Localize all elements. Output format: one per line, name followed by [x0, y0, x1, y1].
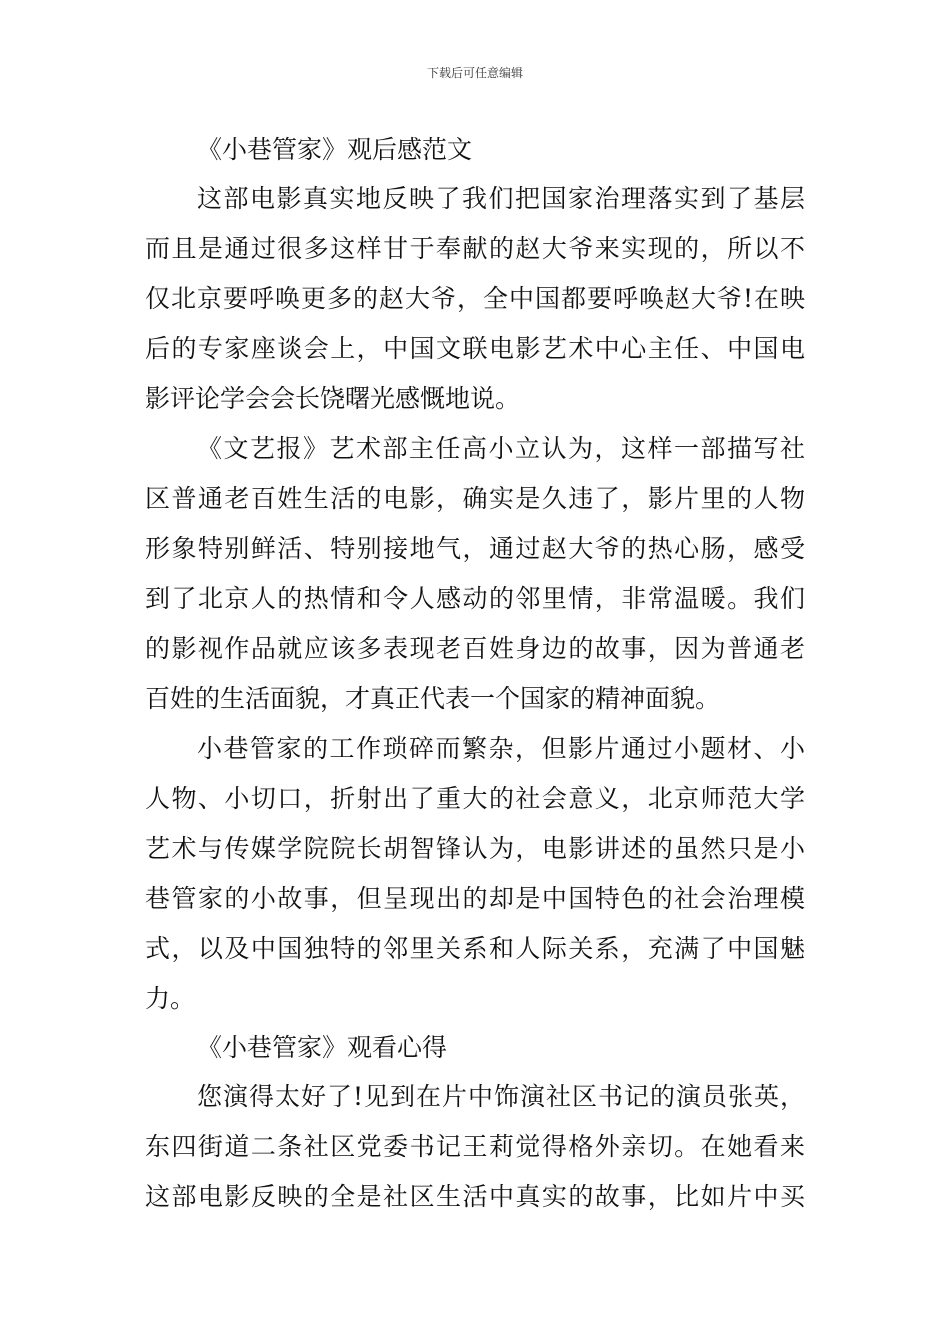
paragraph-line: 区普通老百姓生活的电影，确实是久违了，影片里的人物: [145, 484, 805, 513]
paragraph: [145, 1072, 805, 1222]
document-body: [145, 126, 805, 1222]
paragraph-line: 仅北京要呼唤更多的赵大爷，全中国都要呼唤赵大爷!在映: [145, 284, 805, 313]
paragraph-line: 艺术与传媒学院院长胡智锋认为，电影讲述的虽然只是小: [145, 834, 805, 863]
paragraph-line: 东四街道二条社区党委书记王莉觉得格外亲切。在她看来: [145, 1132, 805, 1161]
paragraph-line: 小巷管家的工作琐碎而繁杂，但影片通过小题材、小: [197, 734, 805, 763]
page-header: [0, 66, 950, 80]
paragraph-line: 形象特别鲜活、特别接地气，通过赵大爷的热心肠，感受: [145, 534, 805, 563]
section-heading: 《小巷管家》观后感范文: [197, 135, 473, 164]
header-text: 下载后可任意编辑: [426, 66, 523, 80]
paragraph-line: 《文艺报》艺术部主任高小立认为，这样一部描写社: [197, 434, 805, 463]
paragraph-line: 的影视作品就应该多表现老百姓身边的故事，因为普通老: [145, 634, 805, 663]
paragraph: [145, 724, 805, 1024]
paragraph-line: 后的专家座谈会上，中国文联电影艺术中心主任、中国电: [145, 334, 805, 363]
paragraph-line: 影评论学会会长饶曙光感慨地说。: [145, 384, 521, 413]
paragraph: [145, 174, 805, 424]
paragraph-line: 到了北京人的热情和令人感动的邻里情，非常温暖。我们: [145, 584, 805, 613]
section-heading: 《小巷管家》观看心得: [197, 1033, 448, 1062]
paragraph: [145, 424, 805, 724]
paragraph-line: 您演得太好了!见到在片中饰演社区书记的演员张英，: [197, 1082, 805, 1111]
paragraph-line: 百姓的生活面貌，才真正代表一个国家的精神面貌。: [145, 684, 721, 713]
paragraph-line: 这部电影反映的全是社区生活中真实的故事，比如片中买: [145, 1182, 805, 1211]
paragraph-line: 巷管家的小故事，但呈现出的却是中国特色的社会治理模: [145, 884, 805, 913]
paragraph-line: 人物、小切口，折射出了重大的社会意义，北京师范大学: [145, 784, 805, 813]
paragraph-line: 式，以及中国独特的邻里关系和人际关系，充满了中国魅: [145, 934, 805, 963]
paragraph-line: 这部电影真实地反映了我们把国家治理落实到了基层: [197, 184, 805, 213]
paragraph-line: 而且是通过很多这样甘于奉献的赵大爷来实现的，所以不: [145, 234, 805, 263]
paragraph-line: 力。: [145, 984, 196, 1013]
